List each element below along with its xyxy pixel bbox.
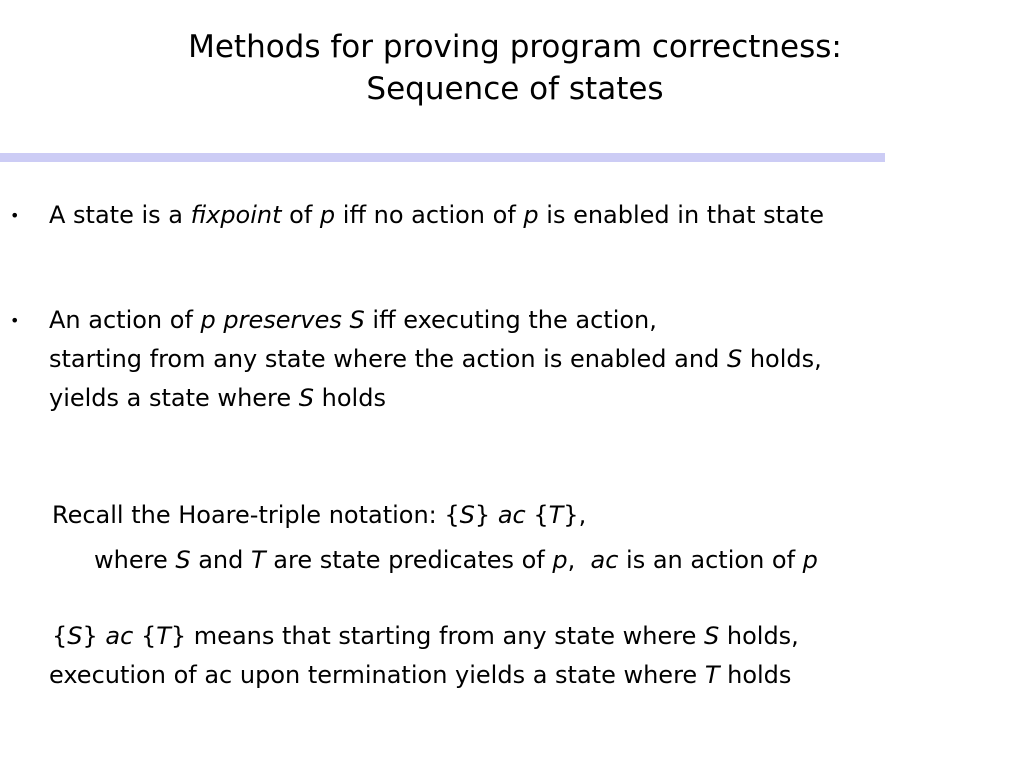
text-run <box>342 306 350 334</box>
var-S: S <box>67 622 83 650</box>
text-run: { <box>525 501 549 529</box>
text-run: is enabled in that state <box>538 201 824 229</box>
var-T: T <box>548 501 564 529</box>
bullet-preserves-line-3 <box>49 379 822 418</box>
var-S: S <box>349 306 365 334</box>
text-run: starting from any state where the action is enabled and <box>49 345 727 373</box>
text-run: where <box>94 546 176 574</box>
bullet-preserves-text <box>49 301 822 418</box>
hoare-where-line <box>94 541 818 580</box>
bullet-fixpoint-text <box>49 196 824 235</box>
text-run: holds <box>314 384 386 412</box>
text-run: A state is a <box>49 201 191 229</box>
slide-title-line-1: Methods for proving program correctness: <box>188 29 842 65</box>
var-S: S <box>704 622 720 650</box>
var-ac: ac <box>590 546 619 574</box>
slide-title-line-2: Sequence of states <box>366 71 664 107</box>
text-run: { <box>133 622 157 650</box>
text-run: iff executing the action, <box>364 306 657 334</box>
var-p: p <box>523 201 539 229</box>
text-run: iff no action of <box>335 201 524 229</box>
var-S: S <box>175 546 191 574</box>
text-run: are state predicates of <box>265 546 553 574</box>
bullet-preserves-line-1 <box>49 301 822 340</box>
text-run: holds <box>719 661 792 689</box>
var-S: S <box>726 345 743 373</box>
bullet-dot-icon: • <box>10 206 20 225</box>
text-run: yields a state where <box>49 384 299 412</box>
text-run: holds, <box>742 345 822 373</box>
var-p: p <box>552 546 568 574</box>
hoare-meaning-paragraph <box>49 617 799 695</box>
hoare-meaning-line-2 <box>49 656 799 695</box>
bullet-preserves-line-2 <box>49 340 822 379</box>
hoare-recall-line <box>52 496 586 535</box>
text-run: { <box>52 622 68 650</box>
text-run: }, <box>563 501 587 529</box>
var-ac: ac <box>105 622 134 650</box>
bullet-dot-icon: • <box>10 311 20 330</box>
term-preserves: preserves <box>223 306 342 334</box>
text-run: Recall the Hoare-triple notation: { <box>52 501 460 529</box>
slide-title <box>0 26 1024 110</box>
text-run: An action of <box>49 306 201 334</box>
text-run: , <box>567 546 591 574</box>
var-T: T <box>251 546 266 574</box>
text-run: and <box>190 546 251 574</box>
text-run: holds, <box>719 622 799 650</box>
term-fixpoint: fixpoint <box>190 201 282 229</box>
var-S: S <box>459 501 475 529</box>
text-run: } <box>474 501 498 529</box>
var-p: p <box>319 201 336 229</box>
hoare-meaning-line-1 <box>52 617 799 656</box>
var-ac: ac <box>497 501 526 529</box>
var-T: T <box>704 661 720 689</box>
var-S: S <box>298 384 315 412</box>
var-T: T <box>156 622 171 650</box>
text-run: } <box>82 622 106 650</box>
var-p: p <box>200 306 216 334</box>
title-divider-bar <box>0 153 885 162</box>
text-run: of <box>281 201 320 229</box>
text-run: is an action of <box>618 546 803 574</box>
text-run: } means that starting from any state where <box>170 622 705 650</box>
text-run: execution of ac upon termination yields a state where <box>49 661 705 689</box>
var-p: p <box>802 546 818 574</box>
